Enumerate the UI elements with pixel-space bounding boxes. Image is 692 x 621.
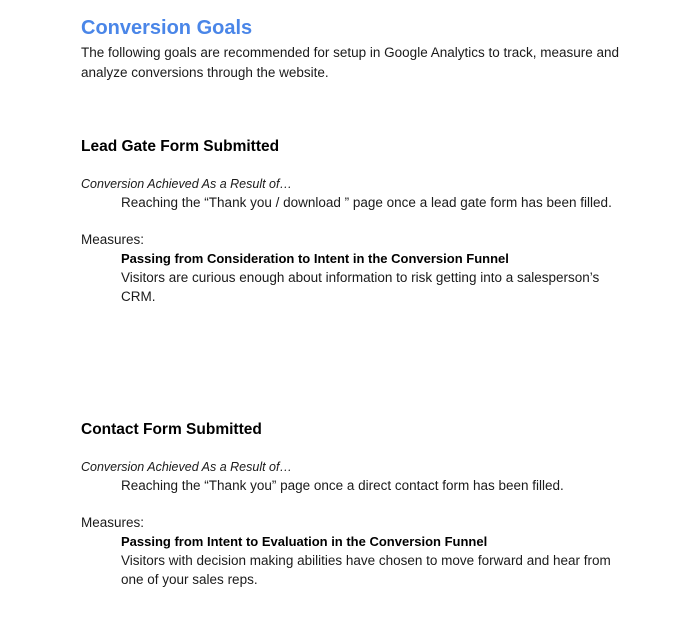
achieved-label: Conversion Achieved As a Result of…: [81, 460, 292, 474]
measure-text: Visitors with decision making abilities have chosen to move forward and hear from one of your sales reps.: [121, 553, 611, 587]
section-heading: Contact Form Submitted: [81, 421, 262, 438]
goal-section-lead-gate: [81, 136, 621, 306]
intro-paragraph: The following goals are recommended for setup in Google Analytics to track, measure and analyze conversions through the website.: [81, 45, 620, 80]
measure-title: Passing from Consideration to Intent in the Conversion Funnel: [121, 251, 509, 266]
measure-text: Visitors are curious enough about information to risk getting into a salesperson’s CRM.: [121, 270, 600, 304]
achieved-text: Reaching the “Thank you / download ” page once a lead gate form has been filled.: [121, 195, 612, 210]
measure-title: Passing from Intent to Evaluation in the Conversion Funnel: [121, 534, 488, 549]
goal-section-contact-form: [81, 419, 621, 589]
measures-label: Measures:: [81, 515, 145, 530]
measures-label: Measures:: [81, 232, 145, 247]
achieved-label: Conversion Achieved As a Result of…: [81, 177, 292, 191]
section-heading: Lead Gate Form Submitted: [81, 138, 280, 155]
document-page: [81, 14, 621, 587]
achieved-text: Reaching the “Thank you” page once a direct contact form has been filled.: [121, 478, 564, 493]
document-title: Conversion Goals: [81, 17, 253, 39]
